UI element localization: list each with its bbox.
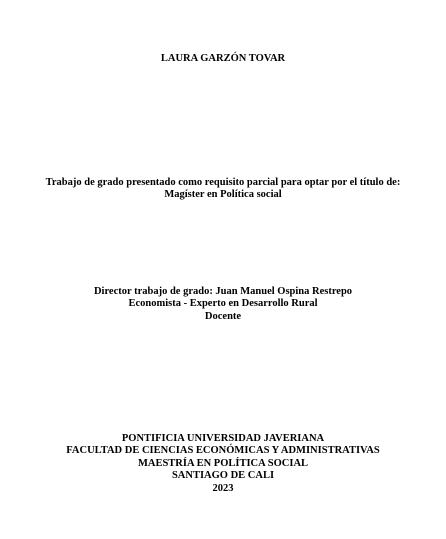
degree-title: Magíster en Política social: [164, 189, 282, 201]
degree-purpose-block: [0, 177, 446, 202]
director-block: [0, 286, 446, 323]
program-name: MAESTRÍA EN POLÍTICA SOCIAL: [137, 457, 309, 469]
year: 2023: [212, 482, 234, 494]
director-role: Docente: [204, 310, 242, 322]
director-name: Director trabajo de grado: Juan Manuel Ospina Restrepo: [93, 286, 353, 297]
director-profession: Economista - Experto en Desarrollo Rural: [128, 298, 318, 310]
university-name: PONTIFICIA UNIVERSIDAD JAVERIANA: [121, 433, 325, 444]
institution-block: [0, 433, 446, 495]
degree-purpose-line: Trabajo de grado presentado como requisito parcial para optar por el título de:: [45, 177, 401, 188]
author-block: [0, 53, 446, 65]
author-name: LAURA GARZÓN TOVAR: [160, 53, 286, 64]
city-name: SANTIAGO DE CALI: [171, 470, 275, 482]
faculty-name: FACULTAD DE CIENCIAS ECONÓMICAS Y ADMINISTRATIVAS: [66, 445, 380, 457]
